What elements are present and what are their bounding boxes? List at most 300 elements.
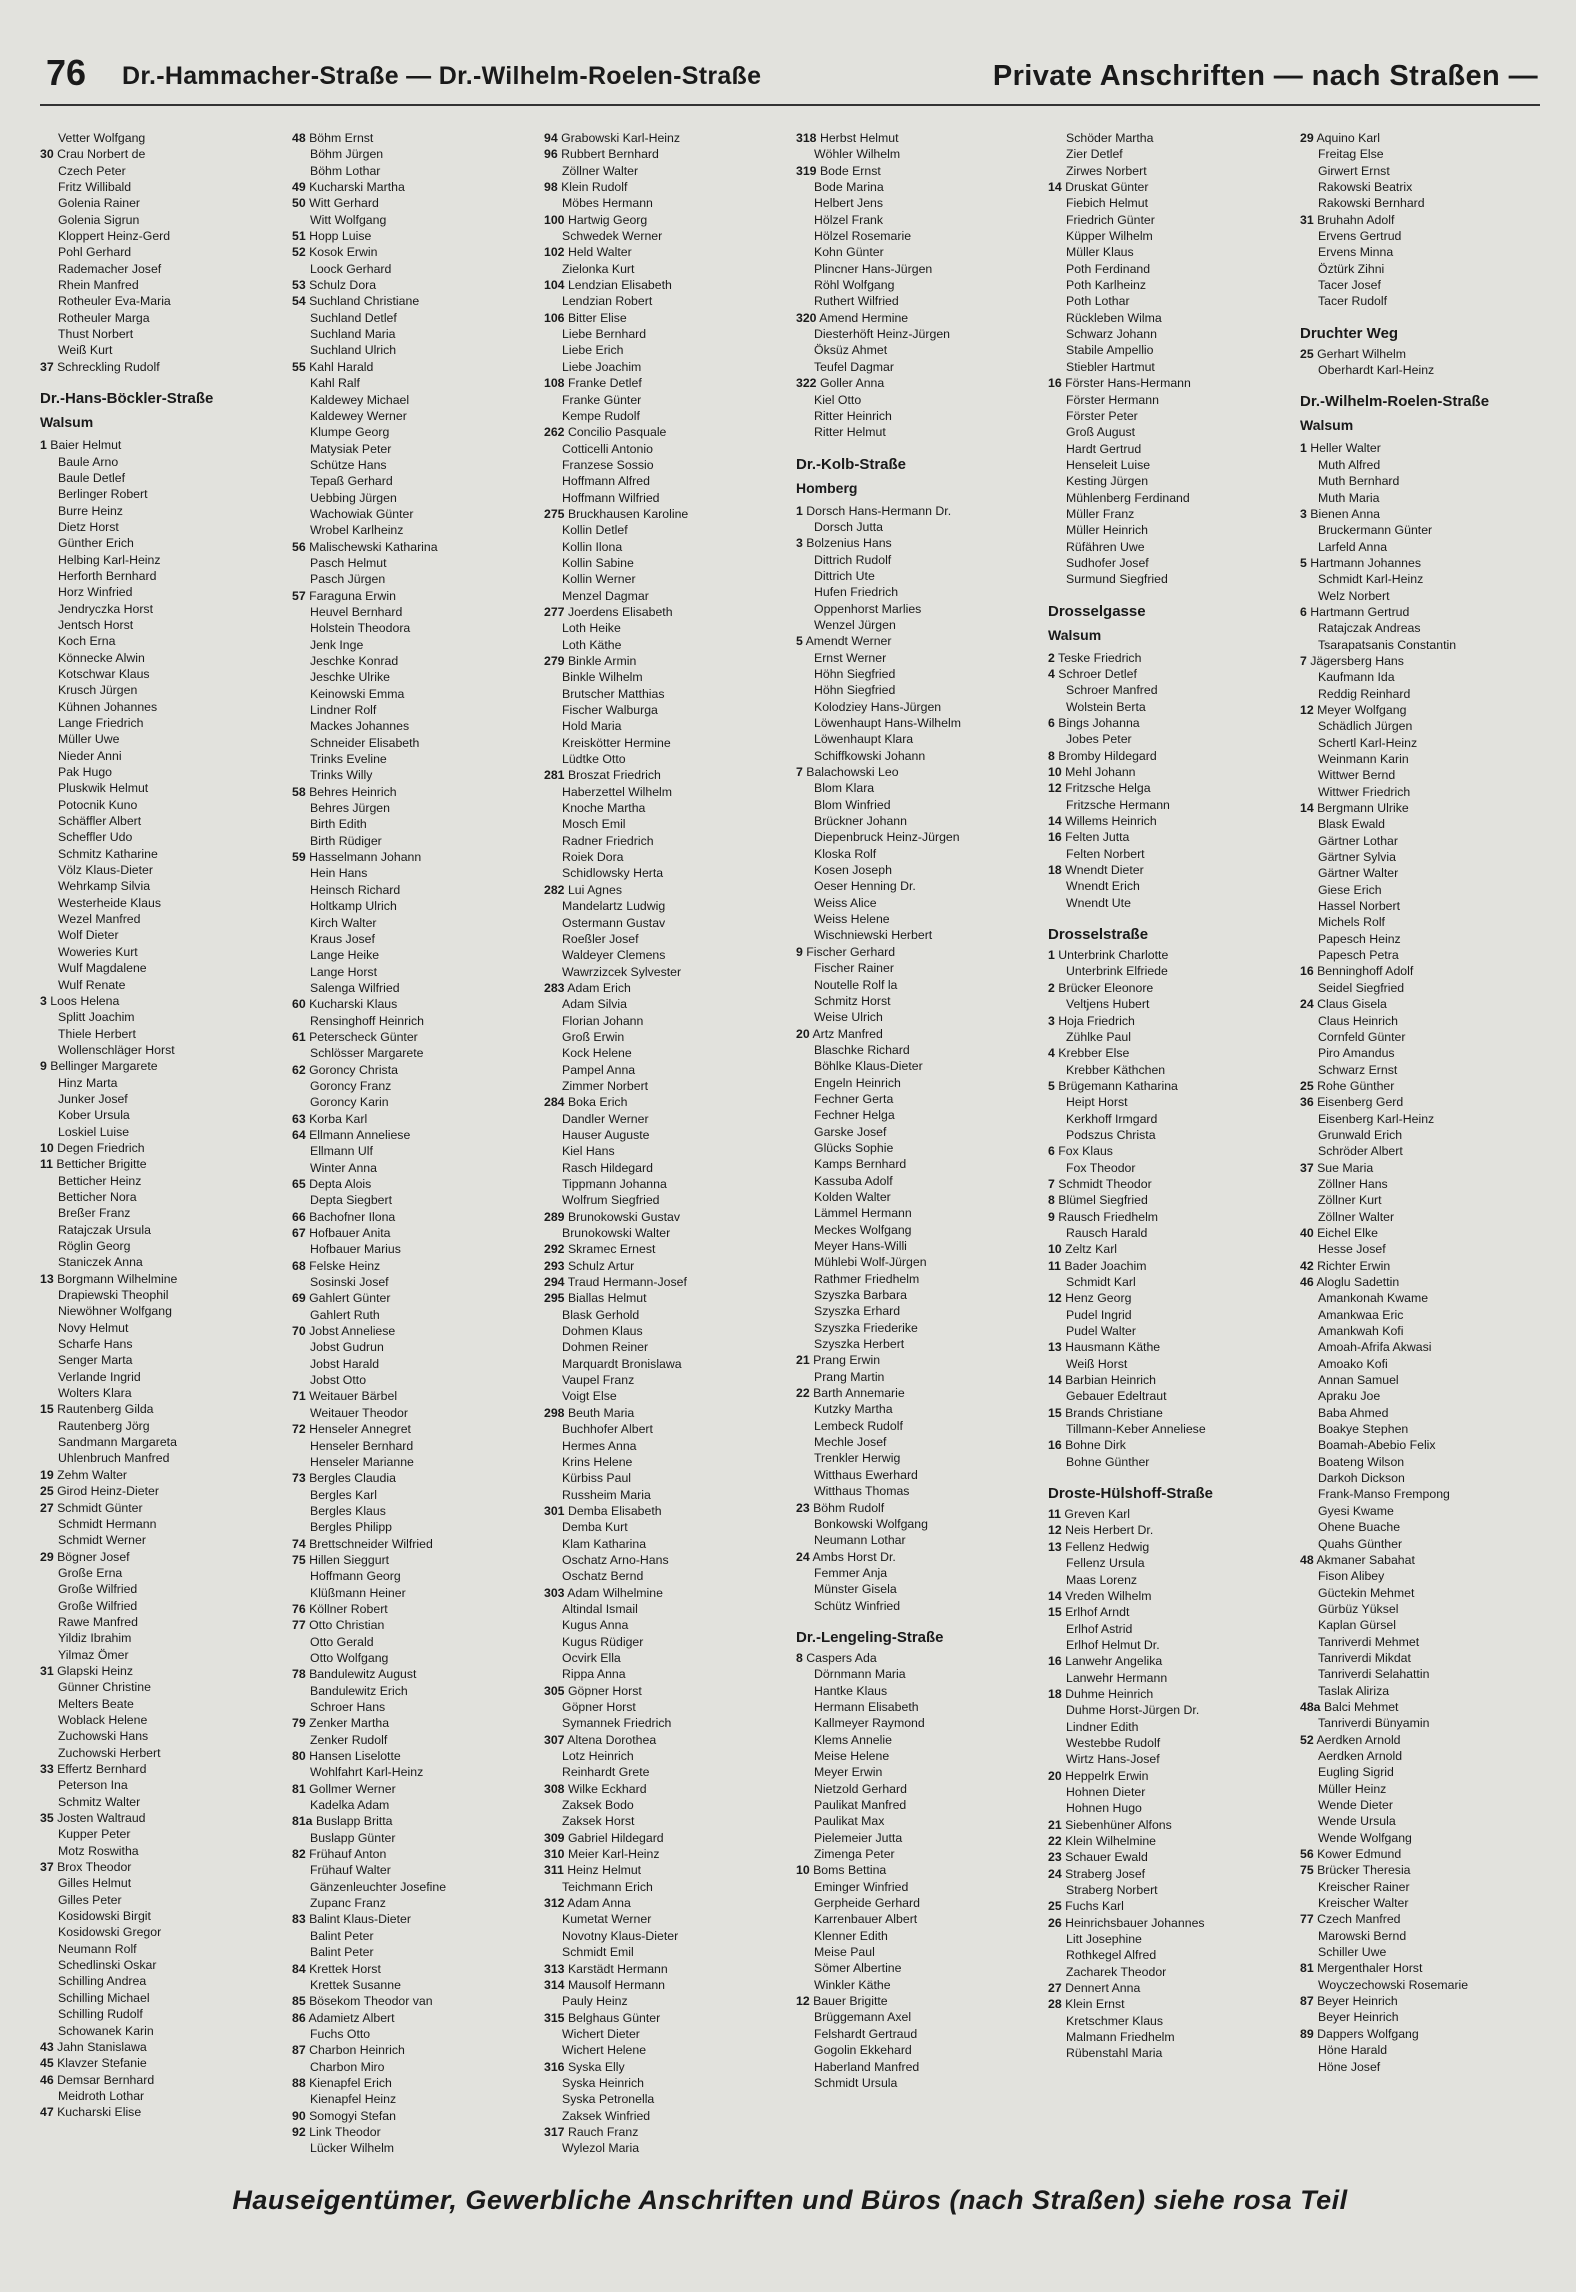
resident-name: Jobst Gudrun xyxy=(310,1340,384,1355)
directory-entry xyxy=(796,895,1021,911)
house-number: 43 xyxy=(40,2039,54,2054)
directory-entry xyxy=(1300,882,1525,898)
directory-entry xyxy=(1300,767,1525,783)
directory-entry xyxy=(292,1241,517,1257)
resident-name: Krettek Susanne xyxy=(310,1977,401,1992)
resident-name: Koch Erna xyxy=(58,634,116,649)
resident-name: Schneider Elisabeth xyxy=(310,735,420,750)
house-number: 40 xyxy=(1300,1225,1314,1240)
resident-name: Henseler Marianne xyxy=(310,1454,414,1469)
directory-entry xyxy=(544,604,769,620)
directory-entry xyxy=(544,228,769,244)
directory-entry xyxy=(1300,1715,1525,1731)
resident-name: Otto Christian xyxy=(309,1618,385,1633)
directory-entry xyxy=(40,1189,265,1205)
directory-entry xyxy=(796,244,1021,260)
directory-entry xyxy=(292,473,517,489)
directory-entry xyxy=(544,1438,769,1454)
directory-entry xyxy=(544,1536,769,1552)
resident-name: Duhme Heinrich xyxy=(1065,1686,1154,1701)
resident-name: Syska Petronella xyxy=(562,2092,655,2107)
directory-entry xyxy=(1048,195,1273,211)
resident-name: Wnendt Dieter xyxy=(1065,863,1144,878)
resident-name: Greven Karl xyxy=(1064,1507,1131,1522)
resident-name: Kosidowski Gregor xyxy=(58,1925,162,1940)
directory-entry xyxy=(544,1699,769,1715)
directory-entry xyxy=(40,1205,265,1221)
directory-entry xyxy=(40,1990,265,2006)
resident-name: Bachofner Ilona xyxy=(309,1209,396,1224)
resident-name: Lange Horst xyxy=(310,964,377,979)
directory-entry xyxy=(796,1434,1021,1450)
resident-name: Amankonah Kwame xyxy=(1318,1291,1429,1306)
resident-name: Bergmann Ulrike xyxy=(1317,801,1409,816)
directory-entry xyxy=(796,1222,1021,1238)
resident-name: Krettek Horst xyxy=(309,1961,381,1976)
directory-entry xyxy=(40,862,265,878)
page-number: 76 xyxy=(46,52,87,93)
resident-name: Günner Christine xyxy=(58,1680,151,1695)
directory-entry xyxy=(292,1160,517,1176)
directory-entry xyxy=(40,552,265,568)
resident-name: Herbst Helmut xyxy=(819,131,899,145)
resident-name: Baule Arno xyxy=(58,454,119,469)
directory-entry xyxy=(1048,212,1273,228)
directory-entry xyxy=(292,1127,517,1143)
resident-name: Kienapfel Heinz xyxy=(310,2092,397,2107)
directory-entry xyxy=(544,1454,769,1470)
house-number: 10 xyxy=(40,1140,54,1155)
resident-name: Buchhofer Albert xyxy=(562,1422,653,1437)
resident-name: Novy Helmut xyxy=(58,1320,129,1335)
resident-name: Baule Detlef xyxy=(58,470,125,485)
street-heading: Druchter Weg xyxy=(1300,324,1399,342)
resident-name: Amend Hermine xyxy=(819,310,909,325)
resident-name: Oeser Henning Dr. xyxy=(814,879,916,894)
resident-name: Kreischer Rainer xyxy=(1318,1879,1410,1894)
resident-name: Grunwald Erich xyxy=(1318,1127,1403,1142)
resident-name: Birth Edith xyxy=(310,817,367,832)
directory-entry xyxy=(1300,261,1525,277)
resident-name: Wnendt Ute xyxy=(1066,895,1131,910)
resident-name: Pauly Heinz xyxy=(562,1994,628,2009)
resident-name: Schilling Michael xyxy=(58,1990,150,2005)
resident-name: Henz Georg xyxy=(1065,1291,1132,1306)
resident-name: Rüfähren Uwe xyxy=(1066,539,1145,554)
directory-entry xyxy=(544,1241,769,1257)
directory-entry xyxy=(544,293,769,309)
directory-entry xyxy=(292,1944,517,1960)
directory-entry xyxy=(796,666,1021,682)
directory-entry xyxy=(40,1892,265,1908)
directory-entry xyxy=(292,1961,517,1977)
directory-entry xyxy=(1048,1637,1273,1653)
resident-name: Woblack Helene xyxy=(58,1712,148,1727)
directory-entry xyxy=(40,1401,265,1417)
resident-name: Bögner Josef xyxy=(57,1549,130,1564)
directory-entry xyxy=(292,1585,517,1601)
house-number: 3 xyxy=(40,993,47,1008)
directory-entry xyxy=(40,470,265,486)
directory-entry xyxy=(1048,326,1273,342)
resident-name: Link Theodor xyxy=(309,2124,381,2139)
house-number: 313 xyxy=(544,1961,565,1976)
resident-name: Larfeld Anna xyxy=(1318,539,1388,554)
resident-name: Reddig Reinhard xyxy=(1318,686,1411,701)
resident-name: Gahlert Günter xyxy=(309,1291,391,1306)
house-number: 27 xyxy=(1048,1981,1062,1996)
directory-entry xyxy=(796,1732,1021,1748)
resident-name: Adam Silvia xyxy=(562,997,627,1012)
resident-name: Malmann Friedhelm xyxy=(1066,2030,1175,2045)
house-number: 68 xyxy=(292,1258,306,1273)
directory-entry xyxy=(292,1029,517,1045)
directory-entry xyxy=(544,261,769,277)
resident-name: Höne Harald xyxy=(1318,2043,1388,2058)
resident-name: Mandelartz Ludwig xyxy=(562,899,666,914)
resident-name: Brox Theodor xyxy=(57,1860,132,1875)
resident-name: Amoako Kofi xyxy=(1318,1356,1388,1371)
resident-name: Maas Lorenz xyxy=(1066,1572,1138,1587)
resident-name: Brunokowski Gustav xyxy=(567,1209,681,1224)
resident-name: Felske Heinz xyxy=(309,1258,381,1273)
resident-name: Breßer Franz xyxy=(58,1206,131,1221)
resident-name: Kreiskötter Hermine xyxy=(562,735,671,750)
resident-name: Ohene Buache xyxy=(1318,1520,1401,1535)
resident-name: Boka Erich xyxy=(567,1095,628,1110)
directory-entry xyxy=(544,1813,769,1829)
resident-name: Goroncy Karin xyxy=(310,1095,389,1110)
house-number: 37 xyxy=(1300,1160,1314,1175)
directory-entry xyxy=(292,1274,517,1290)
directory-entry xyxy=(292,1094,517,1110)
resident-name: Tillmann-Keber Anneliese xyxy=(1066,1422,1206,1437)
resident-name: Hopp Luise xyxy=(309,229,372,244)
resident-name: Schmidt Werner xyxy=(58,1533,146,1548)
directory-entry xyxy=(292,1764,517,1780)
directory-entry xyxy=(1300,1290,1525,1306)
directory-entry xyxy=(1300,1078,1525,1094)
house-number: 25 xyxy=(1300,1078,1314,1093)
resident-name: Schmidt Theodor xyxy=(1058,1176,1152,1191)
resident-name: Kosok Erwin xyxy=(309,245,378,260)
house-number: 81a xyxy=(292,1814,313,1829)
house-number: 1 xyxy=(1300,441,1307,456)
directory-entry xyxy=(292,800,517,816)
resident-name: Jeschke Konrad xyxy=(310,654,399,668)
resident-name: Wulf Magdalene xyxy=(58,961,147,976)
directory-entry xyxy=(292,1487,517,1503)
resident-name: Marowski Bernd xyxy=(1318,1928,1407,1943)
directory-entry xyxy=(1300,163,1525,179)
directory-entry xyxy=(1048,1421,1273,1437)
resident-name: Trinks Eveline xyxy=(310,752,387,767)
resident-name: Czech Peter xyxy=(58,163,126,178)
resident-name: Kollin Werner xyxy=(562,572,636,587)
resident-name: Hartwig Georg xyxy=(567,212,648,227)
directory-entry xyxy=(796,878,1021,894)
directory-entry xyxy=(1048,163,1273,179)
directory-entry xyxy=(1300,571,1525,587)
directory-entry xyxy=(1300,1732,1525,1748)
resident-name: Weitauer Bärbel xyxy=(309,1389,398,1404)
resident-name: Heppelrk Erwin xyxy=(1065,1768,1149,1783)
directory-entry xyxy=(544,1928,769,1944)
directory-entry xyxy=(292,1209,517,1225)
directory-entry xyxy=(40,1532,265,1548)
resident-name: Erlhof Arndt xyxy=(1065,1605,1130,1620)
directory-entry xyxy=(292,359,517,375)
resident-name: Weinmann Karin xyxy=(1318,752,1409,766)
resident-name: Zaksek Bodo xyxy=(562,1798,634,1813)
directory-entry xyxy=(1300,522,1525,538)
resident-name: Hein Hans xyxy=(310,866,368,881)
resident-name: Förster Hermann xyxy=(1066,392,1159,407)
directory-entry xyxy=(40,584,265,600)
resident-name: Concilio Pasquale xyxy=(567,425,667,440)
house-number: 279 xyxy=(544,654,565,668)
directory-entry xyxy=(544,571,769,587)
house-number: 282 xyxy=(544,882,565,897)
resident-name: Kosen Joseph xyxy=(814,863,892,878)
directory-entry xyxy=(544,1911,769,1927)
resident-name: Zenker Rudolf xyxy=(310,1732,388,1747)
house-number: 82 xyxy=(292,1847,306,1862)
directory-entry xyxy=(1300,604,1525,620)
directory-entry xyxy=(40,682,265,698)
directory-entry xyxy=(40,1859,265,1875)
directory-entry xyxy=(40,454,265,470)
resident-name: Hohnen Dieter xyxy=(1066,1784,1146,1799)
house-number: 23 xyxy=(1048,1850,1062,1865)
resident-name: Ambs Horst Dr. xyxy=(812,1549,896,1564)
house-number: 275 xyxy=(544,506,565,521)
directory-entry xyxy=(796,146,1021,162)
directory-entry xyxy=(796,1565,1021,1581)
house-number: 56 xyxy=(292,539,306,554)
directory-entry xyxy=(1300,1274,1525,1290)
resident-name: Fiebich Helmut xyxy=(1066,196,1149,211)
directory-entry xyxy=(1300,1650,1525,1666)
resident-name: Hofbauer Anita xyxy=(309,1226,391,1241)
resident-name: Szyszka Herbert xyxy=(814,1337,905,1352)
house-number: 315 xyxy=(544,2010,565,2025)
resident-name: Ernst Werner xyxy=(814,650,887,665)
directory-entry xyxy=(544,784,769,800)
directory-entry xyxy=(1048,424,1273,440)
resident-name: Wollenschläger Horst xyxy=(58,1042,175,1057)
directory-entry xyxy=(544,1111,769,1127)
directory-entry xyxy=(544,2042,769,2058)
resident-name: Hoffmann Georg xyxy=(310,1569,401,1584)
resident-name: Blask Ewald xyxy=(1318,817,1385,832)
resident-name: Rensinghoff Heinrich xyxy=(310,1013,424,1028)
resident-name: Bings Johanna xyxy=(1058,716,1140,730)
resident-name: Apraku Joe xyxy=(1318,1389,1381,1404)
directory-entry xyxy=(40,1287,265,1303)
directory-entry xyxy=(1300,1323,1525,1339)
directory-entry xyxy=(292,375,517,391)
resident-name: Schütze Hans xyxy=(310,457,387,472)
resident-name: Schilling Rudolf xyxy=(58,2007,143,2022)
directory-entry xyxy=(40,163,265,179)
resident-name: Wöhler Wilhelm xyxy=(814,147,901,162)
directory-entry xyxy=(40,146,265,162)
directory-entry xyxy=(1300,1029,1525,1045)
directory-entry xyxy=(544,751,769,767)
directory-entry xyxy=(292,1666,517,1682)
directory-entry xyxy=(292,539,517,555)
resident-name: Hohnen Hugo xyxy=(1066,1801,1142,1816)
directory-entry xyxy=(1300,195,1525,211)
house-number: 16 xyxy=(1048,1654,1062,1669)
resident-name: Wende Ursula xyxy=(1318,1814,1396,1829)
resident-name: Kesting Jürgen xyxy=(1066,474,1149,489)
resident-name: Blümel Siegfried xyxy=(1058,1193,1148,1208)
directory-entry xyxy=(544,179,769,195)
resident-name: Lembeck Rudolf xyxy=(814,1418,903,1433)
directory-entry xyxy=(1300,669,1525,685)
resident-name: Schäffler Albert xyxy=(58,814,142,829)
resident-name: Kollin Detlef xyxy=(562,523,628,538)
resident-name: Kower Edmund xyxy=(1317,1847,1402,1862)
house-number: 29 xyxy=(1300,131,1314,145)
directory-entry xyxy=(544,1062,769,1078)
house-number: 96 xyxy=(544,147,558,162)
directory-entry xyxy=(544,1977,769,1993)
house-number: 94 xyxy=(544,131,558,145)
directory-entry xyxy=(1300,653,1525,669)
resident-name: Annan Samuel xyxy=(1318,1373,1399,1388)
resident-name: Bohne Dirk xyxy=(1065,1438,1126,1453)
directory-entry xyxy=(40,617,265,633)
house-number: 100 xyxy=(544,212,565,227)
directory-entry xyxy=(1048,963,1273,979)
directory-entry xyxy=(1048,261,1273,277)
directory-entry xyxy=(1300,1503,1525,1519)
resident-name: Müller Franz xyxy=(1066,506,1135,521)
directory-entry xyxy=(544,1339,769,1355)
directory-entry xyxy=(796,1944,1021,1960)
resident-name: Küpper Wilhelm xyxy=(1066,229,1153,244)
directory-entry xyxy=(40,1271,265,1287)
directory-entry xyxy=(1048,130,1273,146)
resident-name: Szyszka Barbara xyxy=(814,1288,907,1303)
resident-name: Fischer Gerhard xyxy=(806,944,896,959)
resident-name: Güctekin Mehmet xyxy=(1318,1585,1415,1600)
resident-name: Girwert Ernst xyxy=(1318,163,1390,178)
resident-name: Hufen Friedrich xyxy=(814,585,899,600)
resident-name: Kirch Walter xyxy=(310,915,377,930)
resident-name: Jeschke Ulrike xyxy=(310,670,390,685)
directory-entry xyxy=(40,1107,265,1123)
house-number: 310 xyxy=(544,1847,565,1862)
street-heading: Dr.-Lengeling-Straße xyxy=(796,1628,944,1646)
resident-name: Keinowski Emma xyxy=(310,686,405,701)
resident-name: Matysiak Peter xyxy=(310,441,392,456)
resident-name: Held Walter xyxy=(567,245,632,260)
resident-name: Rotheuler Marga xyxy=(58,310,150,325)
directory-entry xyxy=(796,359,1021,375)
directory-entry xyxy=(292,1045,517,1061)
directory-entry xyxy=(544,915,769,931)
directory-entry xyxy=(796,130,1021,146)
resident-name: Amankwaa Eric xyxy=(1318,1307,1404,1322)
directory-entry xyxy=(40,977,265,993)
resident-name: Müller Heinrich xyxy=(1066,523,1149,538)
house-number: 5 xyxy=(796,634,803,649)
resident-name: Jobes Peter xyxy=(1066,732,1132,747)
resident-name: Schulz Dora xyxy=(309,278,377,293)
resident-name: Mergenthaler Horst xyxy=(1317,1961,1423,1976)
directory-entry xyxy=(40,2088,265,2104)
directory-entry xyxy=(1300,1797,1525,1813)
directory-entry xyxy=(292,1503,517,1519)
directory-entry xyxy=(292,1781,517,1797)
directory-entry xyxy=(40,797,265,813)
resident-name: Lanwehr Hermann xyxy=(1066,1670,1168,1685)
house-number: 292 xyxy=(544,1242,565,1257)
resident-name: Schidlowsky Herta xyxy=(562,866,664,881)
directory-entry xyxy=(1300,1928,1525,1944)
house-number: 87 xyxy=(1300,1994,1314,2009)
house-number: 289 xyxy=(544,1209,565,1224)
directory-entry xyxy=(796,682,1021,698)
resident-name: Berlinger Robert xyxy=(58,487,148,502)
directory-entry xyxy=(292,522,517,538)
directory-entry xyxy=(544,2075,769,2091)
resident-name: Krebber Else xyxy=(1058,1046,1130,1061)
directory-entry xyxy=(796,552,1021,568)
directory-entry xyxy=(1048,1094,1273,1110)
directory-entry xyxy=(1300,1143,1525,1159)
directory-entry xyxy=(1300,637,1525,653)
directory-entry xyxy=(1048,764,1273,780)
house-number: 4 xyxy=(1048,666,1055,681)
directory-entry xyxy=(1048,146,1273,162)
directory-entry xyxy=(544,1617,769,1633)
directory-entry xyxy=(40,1336,265,1352)
directory-entry xyxy=(796,1026,1021,1042)
resident-name: Buslapp Günter xyxy=(310,1830,396,1845)
house-number: 31 xyxy=(40,1663,54,1678)
directory-entry xyxy=(544,1127,769,1143)
resident-name: Bienen Anna xyxy=(1310,506,1381,521)
resident-name: Syska Heinrich xyxy=(562,2075,645,2090)
directory-entry xyxy=(796,960,1021,976)
house-number: 7 xyxy=(1300,653,1307,668)
resident-name: Hartmann Johannes xyxy=(1310,555,1422,570)
house-number: 5 xyxy=(1048,1078,1055,1093)
resident-name: Cornfeld Günter xyxy=(1318,1029,1406,1044)
resident-name: Ervens Minna xyxy=(1318,245,1394,260)
directory-entry xyxy=(1048,1258,1273,1274)
directory-entry xyxy=(544,882,769,898)
resident-name: Böhm Jürgen xyxy=(310,147,384,162)
directory-entry xyxy=(40,911,265,927)
house-number: 15 xyxy=(1048,1405,1062,1420)
directory-entry xyxy=(40,1924,265,1940)
resident-name: Szyszka Erhard xyxy=(814,1304,901,1319)
resident-name: Suchland Ulrich xyxy=(310,343,397,358)
resident-name: Pak Hugo xyxy=(58,765,113,780)
district-heading: Walsum xyxy=(40,414,94,431)
directory-entry xyxy=(1300,1127,1525,1143)
resident-name: Schmidt Hermann xyxy=(58,1516,157,1531)
resident-name: Zirwes Norbert xyxy=(1066,163,1147,178)
directory-entry xyxy=(1300,1209,1525,1225)
house-number: 31 xyxy=(1300,212,1314,227)
